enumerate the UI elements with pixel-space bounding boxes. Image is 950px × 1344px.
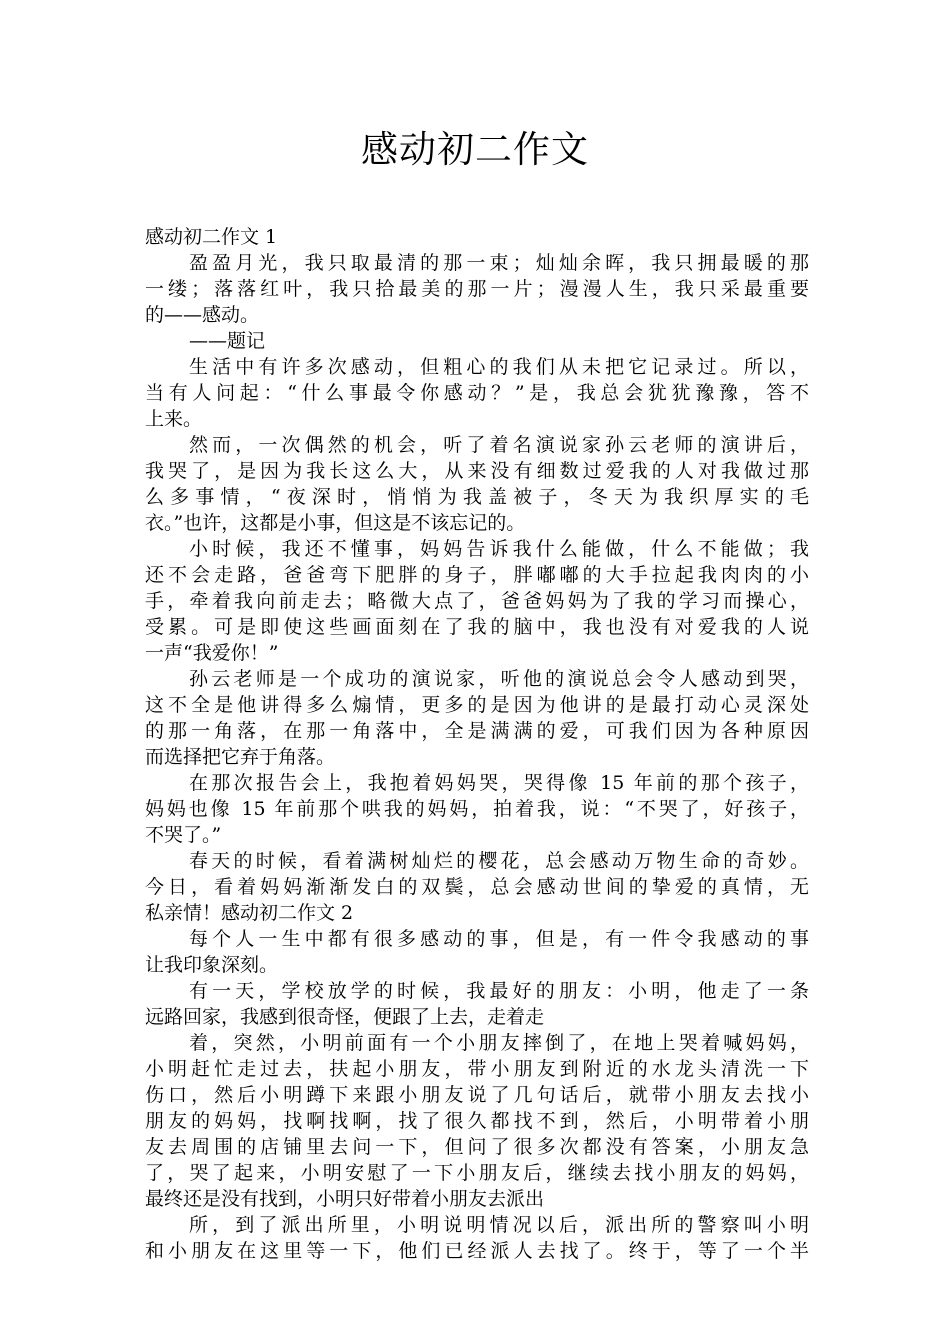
text-line: 生活中有许多次感动，但粗心的我们从未把它记录过。所以，: [189, 356, 809, 378]
text-line: 有一天，学校放学的时候，我最好的朋友：小明，他走了一条: [189, 980, 809, 1002]
text-line: 的那一角落，在那一角落中，全是满满的爱，可我们因为各种原因: [145, 720, 809, 742]
text-line: 小明赶忙走过去，扶起小朋友，带小朋友到附近的水龙头清洗一下: [145, 1058, 809, 1080]
text-line: 不哭了。”: [145, 824, 222, 846]
text-line: 让我印象深刻。: [145, 954, 279, 976]
text-line: 了，哭了起来，小明安慰了一下小朋友后，继续去找小朋友的妈妈，: [145, 1162, 809, 1184]
text-line: 感动初二作文 1: [145, 226, 278, 248]
text-line: 私亲情！感动初二作文 2: [145, 902, 354, 924]
text-line: 小时候，我还不懂事，妈妈告诉我什么能做，什么不能做；我: [189, 538, 809, 560]
text-line: 和小朋友在这里等一下，他们已经派人去找了。终于，等了一个半: [145, 1240, 809, 1262]
text-line: 当有人问起：“什么事最令你感动？”是，我总会犹犹豫豫，答不: [145, 382, 809, 404]
text-line: 所，到了派出所里，小明说明情况以后，派出所的警察叫小明: [189, 1214, 809, 1236]
text-line: 每个人一生中都有很多感动的事，但是，有一件令我感动的事: [189, 928, 809, 950]
text-line: 朋友的妈妈，找啊找啊，找了很久都找不到，然后，小明带着小朋: [145, 1110, 809, 1132]
text-line: 着，突然，小明前面有一个小朋友摔倒了，在地上哭着喊妈妈，: [189, 1032, 809, 1054]
document-body: [145, 224, 809, 1264]
text-line: 这不全是他讲得多么煽情，更多的是因为他讲的是最打动心灵深处: [145, 694, 809, 716]
text-line: 最终还是没有找到，小明只好带着小朋友去派出: [145, 1188, 545, 1210]
text-line: ——题记: [189, 330, 266, 352]
text-line: 今日，看着妈妈渐渐发白的双鬓，总会感动世间的挚爱的真情，无: [145, 876, 809, 898]
text-line: 盈盈月光，我只取最清的那一束；灿灿余晖，我只拥最暖的那: [189, 252, 809, 274]
text-line: 的——感动。: [145, 304, 260, 326]
text-line: 受累。可是即使这些画面刻在了我的脑中，我也没有对爱我的人说: [145, 616, 809, 638]
text-line: 远路回家，我感到很奇怪，便跟了上去，走着走: [145, 1006, 545, 1028]
text-line: 孙云老师是一个成功的演说家，听他的演说总会令人感动到哭，: [189, 668, 809, 690]
text-line: 然而，一次偶然的机会，听了着名演说家孙云老师的演讲后，: [189, 434, 809, 456]
text-line: 春天的时候，看着满树灿烂的樱花，总会感动万物生命的奇妙。: [189, 850, 809, 872]
text-line: 而选择把它弃于角落。: [145, 746, 336, 768]
text-line: 妈妈也像 15 年前那个哄我的妈妈，拍着我，说：“不哭了，好孩子，: [145, 798, 809, 820]
text-line: 在那次报告会上，我抱着妈妈哭，哭得像 15 年前的那个孩子，: [189, 772, 809, 794]
text-line: 一声“我爱你！”: [145, 642, 279, 664]
text-line: 我哭了，是因为我长这么大，从来没有细数过爱我的人对我做过那: [145, 460, 809, 482]
text-line: 还不会走路，爸爸弯下肥胖的身子，胖嘟嘟的大手拉起我肉肉的小: [145, 564, 809, 586]
text-line: 衣。”也许，这都是小事，但这是不该忘记的。: [145, 512, 526, 534]
text-line: 友去周围的店铺里去问一下，但问了很多次都没有答案，小朋友急: [145, 1136, 809, 1158]
document-title: 感动初二作文: [361, 128, 589, 171]
text-line: 上来。: [145, 408, 203, 430]
text-line: 一缕；落落红叶，我只拾最美的那一片；漫漫人生，我只采最重要: [145, 278, 809, 300]
text-line: 伤口，然后小明蹲下来跟小朋友说了几句话后，就带小朋友去找小: [145, 1084, 809, 1106]
text-line: 么多事情，“夜深时，悄悄为我盖被子，冬天为我织厚实的毛: [145, 486, 809, 508]
text-line: 手，牵着我向前走去；略微大点了，爸爸妈妈为了我的学习而操心，: [145, 590, 809, 612]
